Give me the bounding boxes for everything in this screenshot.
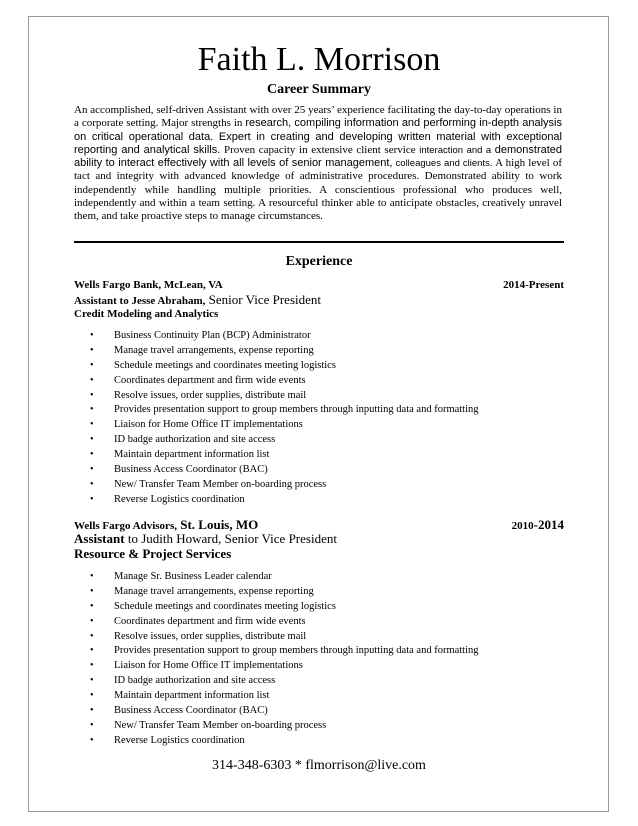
section-divider xyxy=(74,241,564,243)
bullet-text: Business Access Coordinator (BAC) xyxy=(114,464,268,476)
bullet-text: Provides presentation support to group members through inputting data and formatting xyxy=(114,645,479,657)
bullet-text: New/ Transfer Team Member on-boarding process xyxy=(114,719,327,731)
bullet-icon: • xyxy=(90,600,94,612)
bullet-icon: • xyxy=(90,330,94,341)
bullet-item xyxy=(74,418,564,433)
job2-title: Assistant to Judith Howard, Senior Vice President xyxy=(74,531,337,546)
bullet-icon: • xyxy=(90,449,94,461)
bullet-icon: • xyxy=(90,585,94,597)
bullet-icon: • xyxy=(90,630,94,642)
bullet-icon: • xyxy=(90,615,94,627)
career-summary-text: An accomplished, self-driven Assistant with over 25 years’ experience facilitating the day-to-day operations in a corporate setting. Major strengths in research, compiling information and performing in-depth analysis on critical operational data. Expert in creating and developing written material with exceptional reporting and analytical skills. Proven capacity in extensive client service interaction and a demonstrated ability to interact effectively with all levels of senior management, colleagues and clients. A high level of tact and integrity with advanced knowledge of administrative procedures. Demonstrated ability to work independently while handling multiple priorities. A conscientious professional who produces well, independently and within a team setting. A resourceful thinker able to anticipate obstacles, creatively unravel them, and take proactive steps to manage circumstances. xyxy=(74,104,563,223)
bullet-text: Maintain department information list xyxy=(114,449,270,461)
bullet-text: Reverse Logistics coordination xyxy=(114,493,245,505)
bullet-item xyxy=(74,689,564,704)
bullet-item xyxy=(74,359,564,374)
bullet-item xyxy=(74,719,564,734)
bullet-item xyxy=(74,389,564,404)
bullet-text: Manage Sr. Business Leader calendar xyxy=(114,571,272,582)
job2-department: Resource & Project Services xyxy=(74,546,232,561)
career-summary-heading: Career Summary xyxy=(266,82,372,97)
job2-dates: 2010-2014 xyxy=(511,517,564,532)
bullet-item xyxy=(74,433,564,448)
bullet-item xyxy=(74,644,564,659)
bullet-text: Maintain department information list xyxy=(114,690,270,702)
bullet-icon: • xyxy=(90,464,94,476)
bullet-icon: • xyxy=(90,719,94,731)
bullet-icon: • xyxy=(90,675,94,687)
candidate-name: Faith L. Morrison xyxy=(197,41,441,78)
bullet-item xyxy=(74,344,564,359)
job1-employer: Wells Fargo Bank, McLean, VA xyxy=(74,279,223,291)
bullet-icon: • xyxy=(90,645,94,657)
bullet-text: ID badge authorization and site access xyxy=(114,675,276,687)
job1-dates: 2014-Present xyxy=(503,279,564,291)
bullet-text: Schedule meetings and coordinates meeting logistics xyxy=(114,359,336,371)
bullet-text: Schedule meetings and coordinates meeting logistics xyxy=(114,600,336,612)
bullet-item xyxy=(74,630,564,645)
bullet-icon: • xyxy=(90,660,94,672)
bullet-text: Resolve issues, order supplies, distribute mail xyxy=(114,389,307,401)
bullet-item xyxy=(74,704,564,719)
bullet-icon: • xyxy=(90,359,94,371)
bullet-icon: • xyxy=(90,571,94,582)
job2-employer: Wells Fargo Advisors, St. Louis, MO xyxy=(74,517,259,532)
bullet-icon: • xyxy=(90,404,94,416)
bullet-text: Coordinates department and firm wide events xyxy=(114,615,306,627)
bullet-text: Business Access Coordinator (BAC) xyxy=(114,705,268,717)
bullet-icon: • xyxy=(90,734,94,746)
bullet-text: ID badge authorization and site access xyxy=(114,434,276,446)
bullet-text: Resolve issues, order supplies, distribute mail xyxy=(114,630,307,642)
bullet-item xyxy=(74,329,564,344)
bullet-item xyxy=(74,448,564,463)
bullet-icon: • xyxy=(90,344,94,356)
bullet-icon: • xyxy=(90,493,94,505)
bullet-icon: • xyxy=(90,434,94,446)
bullet-item xyxy=(74,659,564,674)
bullet-icon: • xyxy=(90,389,94,401)
contact-footer: 314-348-6303 * flmorrison@live.com xyxy=(212,758,426,773)
bullet-text: New/ Transfer Team Member on-boarding process xyxy=(114,478,327,490)
bullet-item xyxy=(74,463,564,478)
bullet-icon: • xyxy=(90,690,94,702)
job2-bullet-list xyxy=(74,570,564,749)
bullet-icon: • xyxy=(90,705,94,717)
bullet-text: Coordinates department and firm wide events xyxy=(114,374,306,386)
bullet-item xyxy=(74,600,564,615)
experience-heading: Experience xyxy=(285,254,353,269)
bullet-text: Liaison for Home Office IT implementations xyxy=(114,660,303,672)
bullet-text: Provides presentation support to group members through inputting data and formatting xyxy=(114,404,479,416)
bullet-item xyxy=(74,615,564,630)
bullet-item xyxy=(74,674,564,689)
bullet-icon: • xyxy=(90,374,94,386)
bullet-item xyxy=(74,493,564,508)
bullet-item xyxy=(74,374,564,389)
bullet-text: Liaison for Home Office IT implementations xyxy=(114,419,303,431)
bullet-text: Manage travel arrangements, expense reporting xyxy=(114,344,314,356)
bullet-item xyxy=(74,585,564,600)
bullet-item xyxy=(74,570,564,585)
bullet-icon: • xyxy=(90,419,94,431)
bullet-item xyxy=(74,403,564,418)
bullet-text: Reverse Logistics coordination xyxy=(114,734,245,746)
bullet-text: Manage travel arrangements, expense reporting xyxy=(114,585,314,597)
bullet-item xyxy=(74,478,564,493)
job1-employer-row xyxy=(74,278,564,292)
job1-title: Assistant to Jesse Abraham, Senior Vice President xyxy=(74,292,322,307)
bullet-item xyxy=(74,734,564,749)
bullet-text: Business Continuity Plan (BCP) Administrator xyxy=(114,330,311,341)
job1-department: Credit Modeling and Analytics xyxy=(74,308,219,320)
job1-bullet-list xyxy=(74,329,564,508)
bullet-icon: • xyxy=(90,478,94,490)
